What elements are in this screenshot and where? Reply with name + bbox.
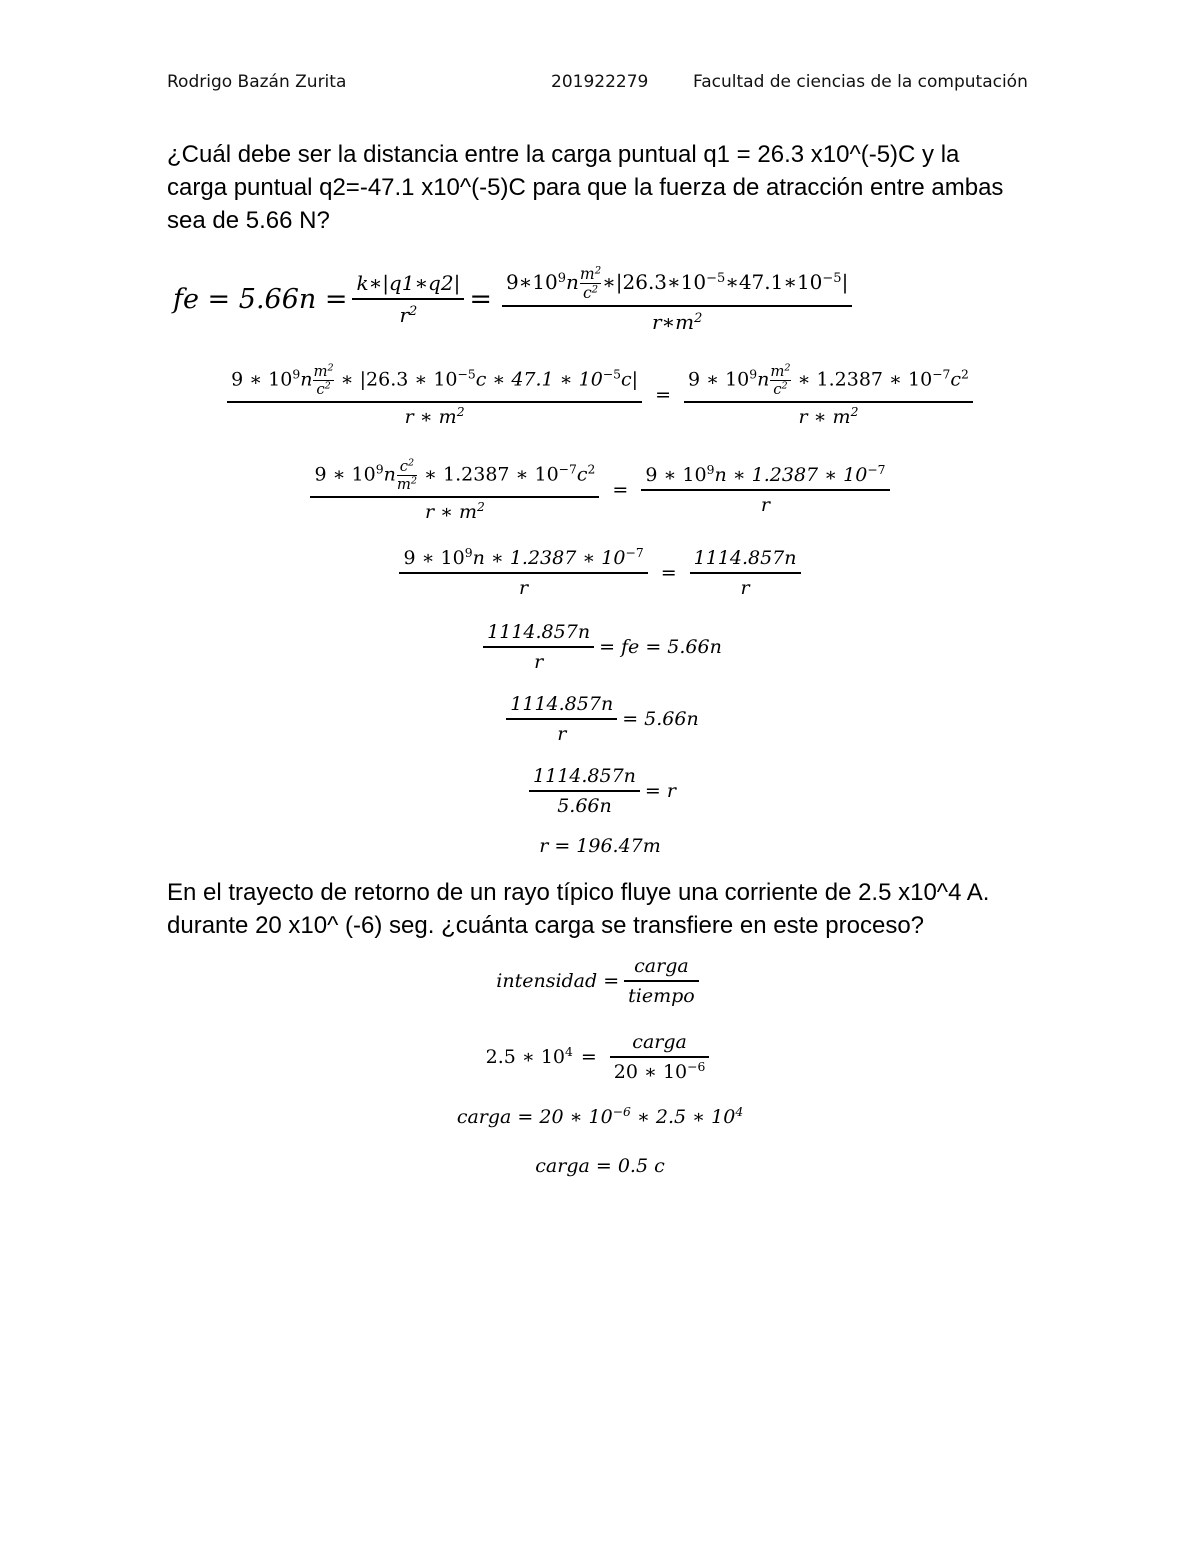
eq11-text: carga = 20 ∗ $10^{-6}$ ∗ 2.5 ∗ $10^4$	[456, 1105, 744, 1128]
equation-12-result	[0, 1150, 1200, 1182]
eq3-right-numerator: 9 ∗ $10^9n$ ∗ 1.2387 ∗ $10^{-7}$	[645, 463, 886, 486]
eq4-right-denominator: r	[740, 577, 750, 599]
eq7-fraction	[529, 765, 640, 817]
eq10-lhs: 2.5 ∗ $10^4$	[485, 1045, 573, 1068]
eq1-equals: =	[469, 283, 492, 315]
eq4-left-numerator: 9 ∗ $10^9n$ ∗ 1.2387 ∗ $10^{-7}$	[403, 546, 644, 569]
eq1-frac2-numerator: $9∗10^9n$ $\frac{m^2}{c^2}$ $∗|26.3∗10^{-5}∗47.1∗10^{-5}|$	[505, 264, 849, 302]
eq12-text: carga = 0.5 c	[535, 1155, 665, 1177]
author-name: Rodrigo Bazán Zurita	[167, 72, 347, 92]
eq2-right-numerator: 9 ∗ $10^9n$ $\frac{m^2}{c^2}$ ∗ 1.2387 ∗ $10^{-7}c^2$	[687, 362, 969, 398]
eq8-text: r = 196.47m	[539, 835, 661, 857]
eq2-right-fraction	[684, 363, 973, 428]
eq4-left-fraction	[399, 547, 647, 599]
problem-1-statement	[167, 138, 1067, 237]
eq9-numerator: carga	[634, 955, 689, 977]
eq4-right-fraction	[690, 547, 801, 599]
eq4-right-numerator: 1114.857n	[693, 547, 797, 569]
eq3-right-denominator: r	[760, 494, 770, 516]
faculty-name: Facultad de ciencias de la computación	[693, 72, 1028, 92]
eq2-right-denominator: r ∗ $m^2$	[798, 404, 859, 428]
equation-10	[0, 1024, 1200, 1090]
eq1-frac2-denominator: $r∗m^2$	[651, 309, 703, 334]
problem-2-line: En el trayecto de retorno de un rayo típico fluye una corriente de 2.5 x10^4 A.	[167, 879, 990, 906]
equation-1	[173, 258, 1073, 340]
equation-3	[0, 448, 1200, 532]
eq10-equals: =	[580, 1046, 597, 1068]
eq3-left-numerator: 9 ∗ $10^9n$ $\frac{c^2}{m^2}$ ∗ 1.2387 ∗ $10^{-7}c^2$	[314, 457, 596, 493]
eq3-right-fraction	[641, 464, 889, 516]
equation-5	[0, 614, 1200, 680]
eq9-lhs: intensidad =	[496, 970, 620, 992]
eq3-left-denominator: r ∗ $m^2$	[424, 499, 485, 523]
eq5-rhs: = fe = 5.66n	[599, 636, 722, 658]
equation-8-result	[0, 830, 1200, 862]
eq2-left-fraction	[227, 363, 642, 428]
eq7-rhs: = r	[644, 780, 676, 802]
equation-4	[0, 540, 1200, 606]
eq1-frac1-denominator: $r^2$	[399, 303, 418, 327]
problem-2-line: durante 20 x10^ (-6) seg. ¿cuánta carga se transfiere en este proceso?	[167, 912, 925, 939]
equation-7	[0, 758, 1200, 824]
eq4-equals: =	[660, 562, 677, 584]
problem-1-line: sea de 5.66 N?	[167, 207, 330, 234]
equation-9	[0, 948, 1200, 1014]
eq6-numerator: 1114.857n	[510, 693, 614, 715]
equation-2	[0, 352, 1200, 438]
eq7-numerator: 1114.857n	[533, 765, 636, 787]
eq1-fraction-coulomb	[352, 271, 464, 327]
problem-1-line: carga puntual q2=-47.1 x10^(-5)C para que la fuerza de atracción entre ambas	[167, 174, 1004, 201]
eq2-left-numerator: 9 ∗ $10^9n$ $\frac{m^2}{c^2}$ ∗ |26.3 ∗ $10^{-5}c$ ∗ 47.1 ∗ $10^{-5}c|$	[231, 362, 639, 398]
eq3-left-fraction	[310, 458, 599, 523]
eq2-left-denominator: r ∗ $m^2$	[404, 404, 465, 428]
eq4-left-denominator: r	[519, 577, 529, 599]
student-id: 201922279	[551, 72, 649, 92]
eq1-fraction-substituted	[502, 265, 852, 334]
eq6-rhs: = 5.66n	[622, 708, 699, 730]
problem-1-line: ¿Cuál debe ser la distancia entre la carga puntual q1 = 26.3 x10^(-5)C y la	[167, 141, 960, 168]
eq10-denominator: 20 ∗ $10^{-6}$	[613, 1060, 706, 1083]
eq3-equals: =	[612, 479, 629, 501]
eq1-frac1-numerator: k∗|q1∗q2|	[356, 271, 461, 295]
eq9-fraction	[624, 955, 699, 1007]
eq7-denominator: 5.66n	[557, 795, 612, 817]
eq6-fraction	[506, 693, 617, 745]
eq5-numerator: 1114.857n	[487, 621, 591, 643]
eq6-denominator: r	[557, 723, 567, 745]
equation-6	[0, 686, 1200, 752]
eq10-fraction	[610, 1031, 710, 1083]
eq1-lhs: fe = 5.66n =	[173, 283, 348, 315]
eq9-denominator: tiempo	[628, 985, 695, 1007]
eq10-numerator: carga	[632, 1031, 687, 1053]
equation-11	[0, 1100, 1200, 1134]
eq2-equals: =	[655, 384, 671, 406]
eq5-denominator: r	[534, 651, 544, 673]
eq5-fraction	[483, 621, 594, 673]
problem-2-statement	[167, 876, 1067, 942]
